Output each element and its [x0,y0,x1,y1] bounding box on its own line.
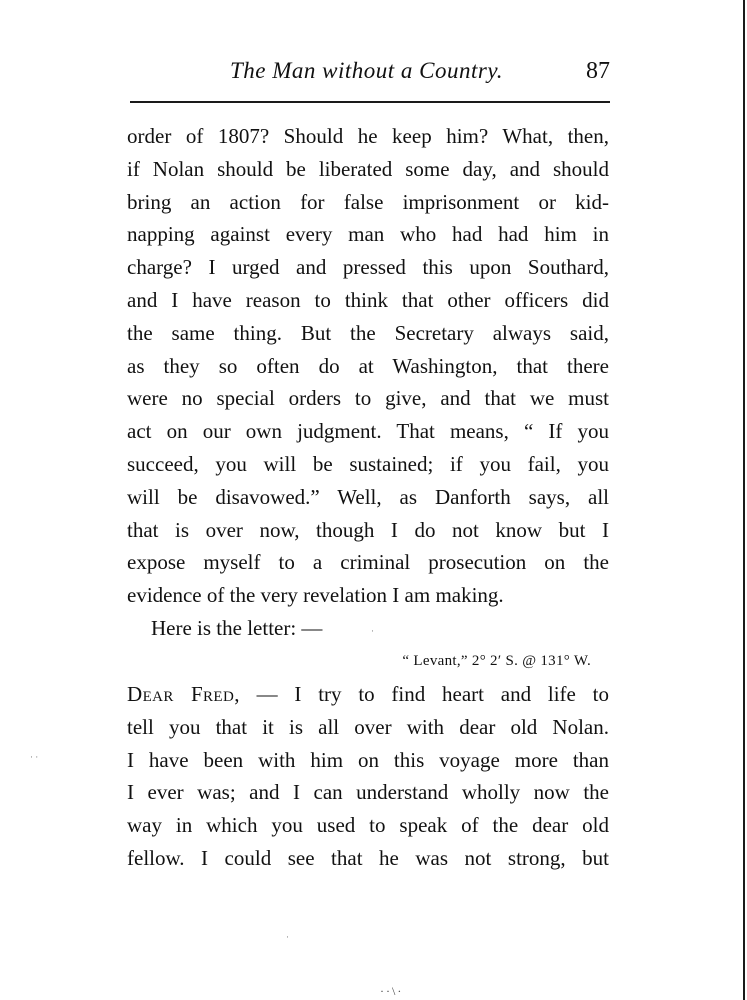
text-line: way in which you used to speak of the dear old [127,813,609,838]
text-line: charge? I urged and pressed this upon Southard, [127,255,609,280]
text-line: were no special orders to give, and that we must [127,386,609,411]
scan-speck: · [371,626,374,636]
text-line: I have been with him on this voyage more than [127,747,609,772]
text-line: the same thing. But the Secretary always said, [127,320,609,345]
text-line: bring an action for false imprisonment or kid- [127,189,609,214]
page-edge-line [743,0,745,1000]
body-paragraph [127,120,609,612]
text-line: will be disavowed.” Well, as Danforth says, all [127,484,609,509]
text-line: fellow. I could see that he was not strong, but [127,845,609,870]
scan-mark: ··\· [380,984,404,998]
text-line: napping against every man who had had him in [127,222,609,247]
text-line: that is over now, though I do not know but I [127,517,609,542]
text-line: expose myself to a criminal prosecution on the [127,550,609,575]
letter-first-line-text: — I try to find heart and life to [239,682,609,706]
text-line: I ever was; and I can understand wholly now the [127,780,609,805]
page-number: 87 [586,58,610,84]
text-line: if Nolan should be liberated some day, and should [127,156,609,181]
text-line: tell you that it is all over with dear old Nolan. [127,714,609,739]
letter-salutation: Dear Fred, [127,682,240,706]
letter-body [127,678,609,875]
text-line: as they so often do at Washington, that there [127,353,609,378]
scan-speck: · [286,932,289,942]
letter-first-line [127,678,609,711]
text-line: succeed, you will be sustained; if you fail, you [127,451,609,476]
text-line: evidence of the very revelation I am making. [127,583,504,608]
header-rule [130,101,610,103]
running-title: The Man without a Country. [230,58,504,83]
text-line: order of 1807? Should he keep him? What, then, [127,124,609,148]
letter-dateline: “ Levant,” 2° 2′ S. @ 131° W. [402,653,591,669]
page-header [130,58,610,92]
text-line: and I have reason to think that other officers did [127,287,609,312]
scan-speck: · · [30,752,39,762]
letter-intro: Here is the letter: — [151,616,323,640]
text-line: act on our own judgment. That means, “ If you [127,419,609,444]
